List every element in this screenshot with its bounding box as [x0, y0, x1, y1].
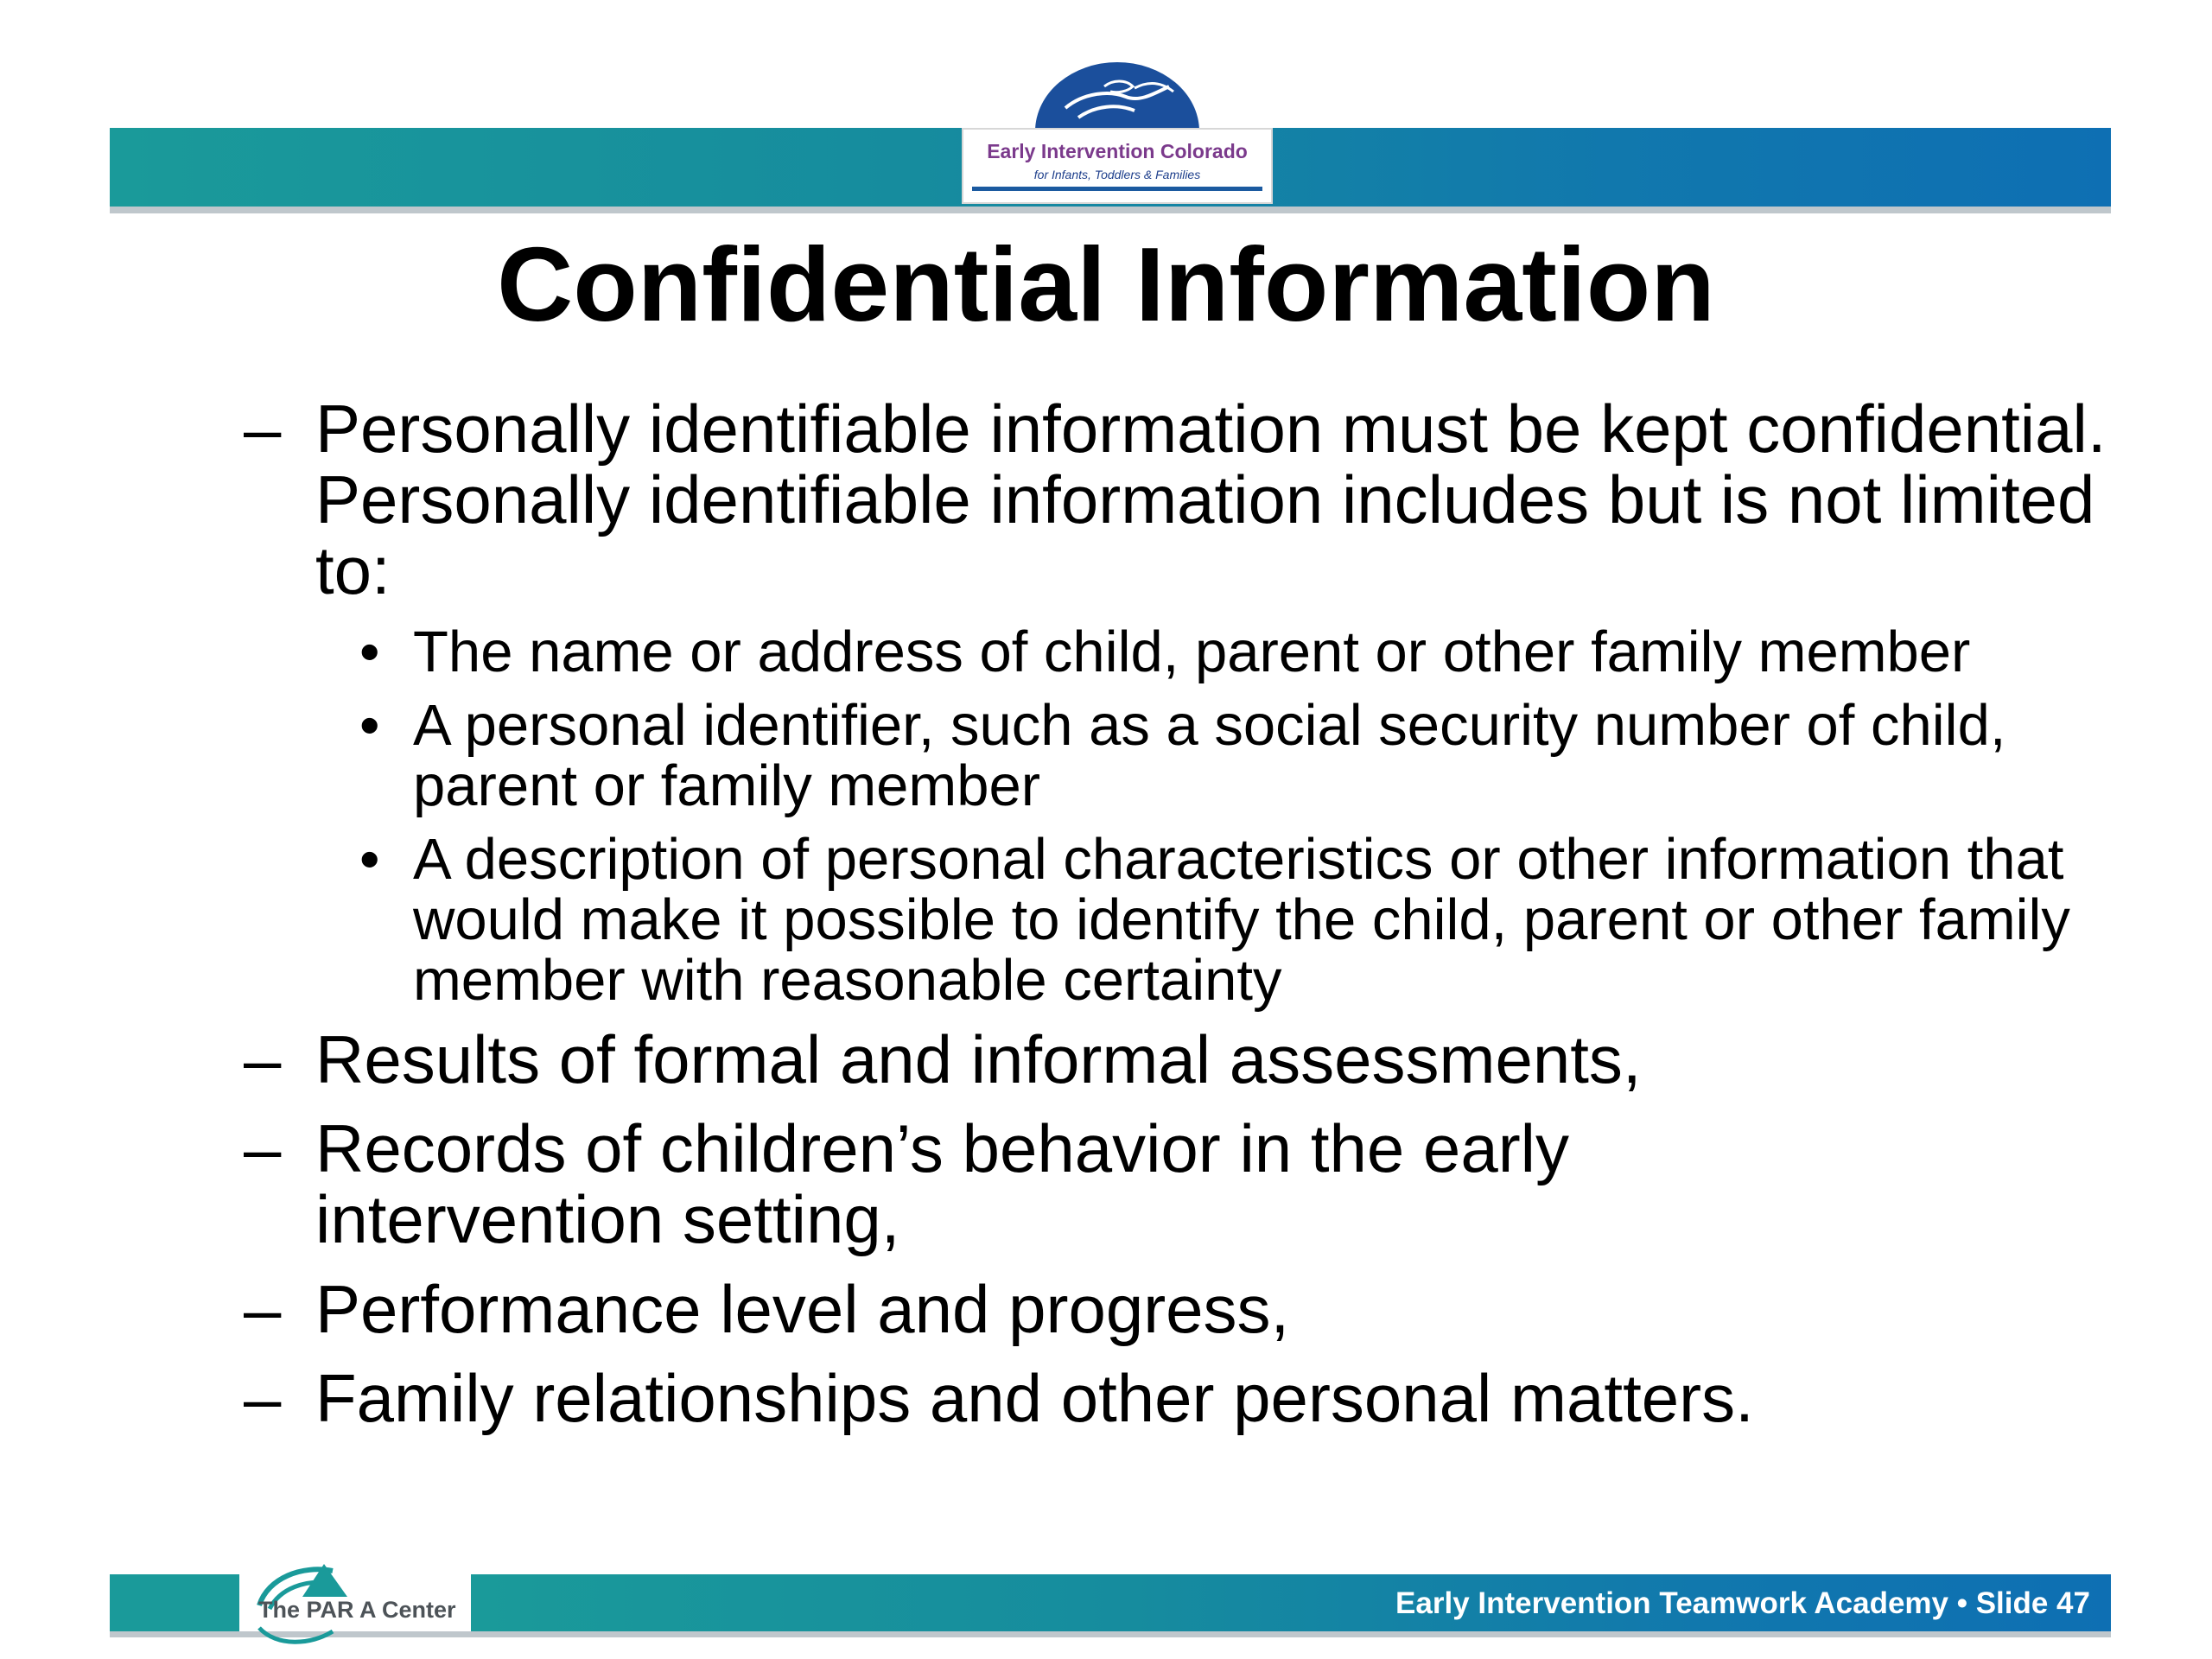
sub-list-item-text: The name or address of child, parent or other family member: [413, 620, 1971, 684]
dash-marker: –: [244, 1110, 282, 1186]
para-center-text: The PAR A Center: [258, 1597, 456, 1623]
logo-title: Early Intervention Colorado: [987, 140, 1248, 162]
bullet-marker: •: [359, 693, 380, 758]
slide-title: Confidential Information: [497, 226, 1715, 343]
footer-text: Early Intervention Teamwork Academy • Slide 47: [1395, 1586, 2090, 1620]
header-band-shadow: [110, 207, 2111, 213]
sub-list-item-text: A personal identifier, such as a social security number of child, parent or family member: [413, 693, 2006, 818]
sub-list-item-text: A description of personal characteristics or other information that would make it possible to identify the child, parent or other family member with reasonable certainty: [413, 827, 2070, 1013]
early-intervention-logo: [962, 128, 1273, 204]
dash-marker: –: [244, 1021, 282, 1097]
list-item-text: Personally identifiable information must be kept confidential. Personally identifiable information includes but is not limited to:: [315, 391, 2107, 608]
list-item-text: Results of formal and informal assessments,: [315, 1021, 1642, 1097]
dash-marker: –: [244, 391, 282, 467]
bullet-marker: •: [359, 620, 380, 684]
footer-band-left: [110, 1574, 239, 1631]
dash-marker: –: [244, 1360, 282, 1436]
logo-rule: [972, 187, 1262, 191]
list-item-text: Records of children’s behavior in the early intervention setting,: [315, 1110, 1569, 1257]
list-item-text: Performance level and progress,: [315, 1271, 1290, 1347]
para-center-logo: [251, 1552, 467, 1647]
hands-logo-icon: [1031, 60, 1204, 131]
bullet-marker: •: [359, 827, 380, 892]
logo-subtitle: for Infants, Toddlers & Families: [1033, 168, 1201, 181]
dash-marker: –: [244, 1271, 282, 1347]
list-item-text: Family relationships and other personal matters.: [315, 1360, 1754, 1436]
